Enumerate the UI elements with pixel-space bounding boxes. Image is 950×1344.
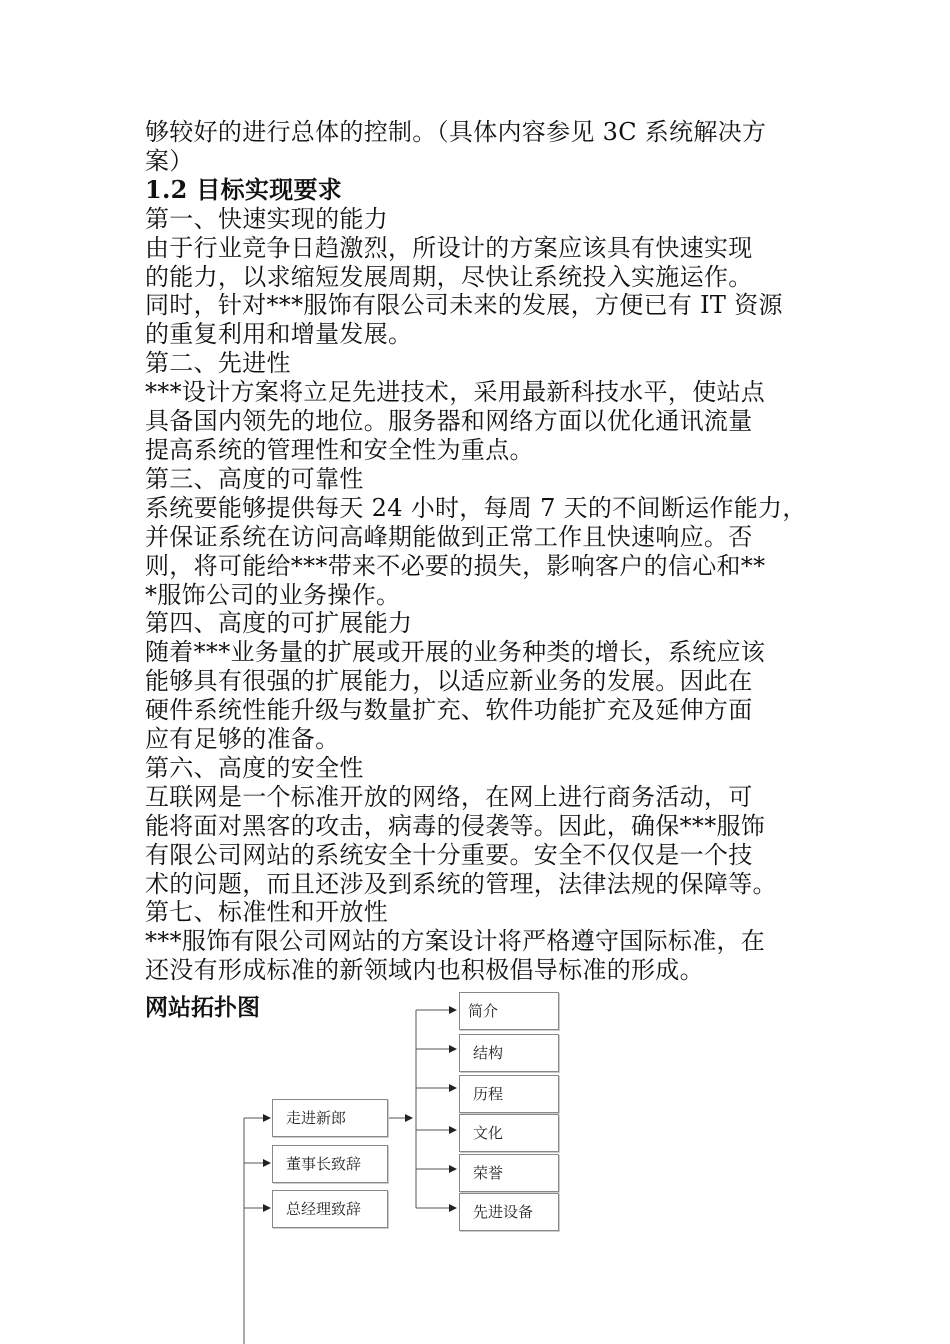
text-line: 够较好的进行总体的控制。（具体内容参见 3C 系统解决方 xyxy=(145,118,767,146)
text-line: 的重复利用和增量发展。 xyxy=(145,320,413,349)
text-line: 硬件系统性能升级与数量扩充、软件功能扩充及延伸方面 xyxy=(145,696,753,725)
node-equipment: 先进设备 xyxy=(459,1193,559,1231)
node-intro: 简介 xyxy=(459,992,559,1030)
text-line: 互联网是一个标准开放的网络，在网上进行商务活动，可 xyxy=(145,782,753,811)
subheading-line: 第七、标准性和开放性 xyxy=(145,898,388,927)
node-history: 历程 xyxy=(459,1075,559,1113)
node-chairman-speech: 董事长致辞 xyxy=(272,1145,388,1183)
text-line: 应有足够的准备。 xyxy=(145,725,340,754)
section-heading: 1.2 目标实现要求 xyxy=(145,174,343,204)
text-line: 还没有形成标准的新领域内也积极倡导标准的形成。 xyxy=(145,956,704,985)
node-honors: 荣誉 xyxy=(459,1154,559,1192)
text-line: 系统要能够提供每天 24 小时，每周 7 天的不间断运作能力， xyxy=(145,493,807,522)
text-line: 的能力，以求缩短发展周期，尽快让系统投入实施运作。 xyxy=(145,262,753,291)
subheading-line: 第一、快速实现的能力 xyxy=(145,204,388,233)
text-line: 同时，针对***服饰有限公司未来的发展，方便已有 IT 资源 xyxy=(145,291,783,320)
subheading-line: 第四、高度的可扩展能力 xyxy=(145,609,413,638)
document-body xyxy=(145,118,820,985)
text-line: 随着***业务量的扩展或开展的业务种类的增长，系统应该 xyxy=(145,638,766,667)
text-line: 则，将可能给***带来不必要的损失，影响客户的信心和** xyxy=(145,551,766,580)
text-line: ***设计方案将立足先进技术，采用最新科技水平，使站点 xyxy=(145,378,766,407)
node-zoujin: 走进新郎 xyxy=(272,1099,388,1137)
subheading-line: 第二、先进性 xyxy=(145,349,291,378)
text-line: 案） xyxy=(145,146,194,175)
text-line: 能将面对黑客的攻击，病毒的侵袭等。因此，确保***服饰 xyxy=(145,811,766,840)
diagram-title: 网站拓扑图 xyxy=(145,994,260,1021)
subheading-line: 第六、高度的安全性 xyxy=(145,753,364,782)
text-line: 能够具有很强的扩展能力，以适应新业务的发展。因此在 xyxy=(145,667,753,696)
node-structure: 结构 xyxy=(459,1034,559,1072)
text-line: 术的问题，而且还涉及到系统的管理，法律法规的保障等。 xyxy=(145,869,777,898)
text-line: 有限公司网站的系统安全十分重要。安全不仅仅是一个技 xyxy=(145,840,753,869)
subheading-line: 第三、高度的可靠性 xyxy=(145,464,364,493)
text-line: 提高系统的管理性和安全性为重点。 xyxy=(145,435,534,464)
text-line: 由于行业竞争日趋激烈，所设计的方案应该具有快速实现 xyxy=(145,233,753,262)
paragraph-source xyxy=(0,0,1,1)
text-line: *服饰公司的业务操作。 xyxy=(145,580,401,609)
text-line: 具备国内领先的地位。服务器和网络方面以优化通讯流量 xyxy=(145,407,753,436)
text-line: ***服饰有限公司网站的方案设计将严格遵守国际标准，在 xyxy=(145,927,766,956)
text-line: 并保证系统在访问高峰期能做到正常工作且快速响应。否 xyxy=(145,522,753,551)
node-culture: 文化 xyxy=(459,1114,559,1152)
node-gm-speech: 总经理致辞 xyxy=(272,1190,388,1228)
